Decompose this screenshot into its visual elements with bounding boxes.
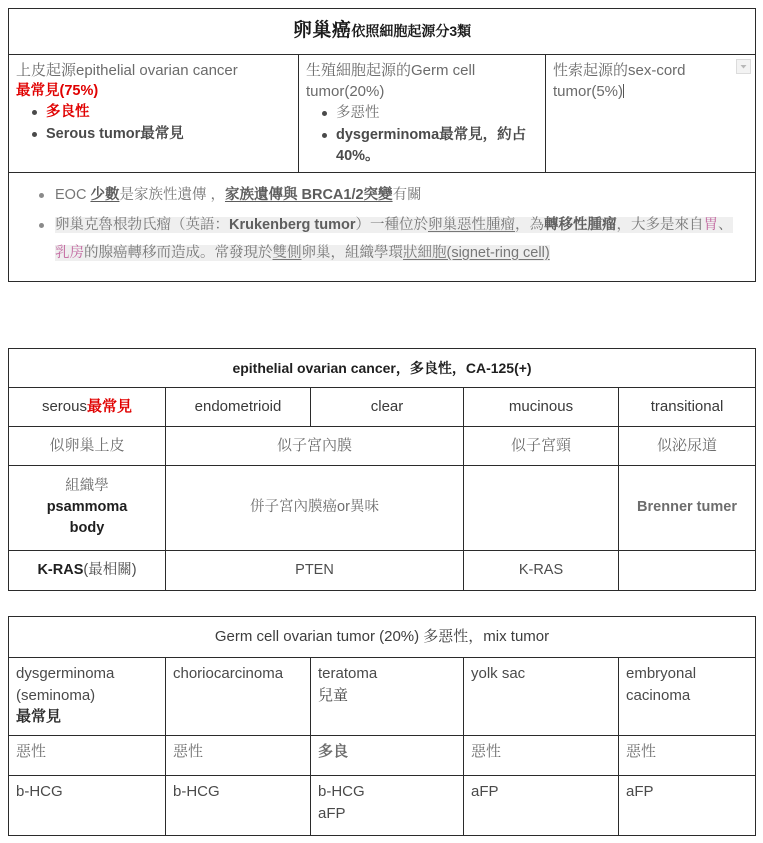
list-item: 多良性 (46, 102, 291, 123)
eoc-histology-serous-line1: 組織學 (65, 478, 109, 495)
eoc-header-part1: epithelial ovarian cancer (232, 360, 396, 376)
eoc-gene-transitional (619, 550, 756, 590)
note2-part7: ，大多是來自 (616, 217, 704, 234)
table-row (9, 617, 756, 658)
eoc-histology-serous-line2: psammoma (46, 499, 128, 516)
page-title: 卵巢癌 (292, 20, 352, 41)
note1-part2: 少數 (90, 187, 120, 204)
list-item-krukenberg (55, 212, 745, 268)
eoc-gene-serous-note: (最相關) (83, 561, 137, 578)
germ-name-yolk-sac: yolk sac (464, 657, 619, 735)
page-subtitle: 依照細胞起源分3類 (351, 23, 472, 39)
note2-part2: Krukenberg tumor (229, 217, 356, 234)
germ-marker-yolk-sac: aFP (464, 775, 619, 835)
germ-header-cell: Germ cell ovarian tumor (20%) 多惡性，mix tumor (9, 617, 756, 658)
table-row-notes (9, 173, 756, 281)
table-row-origins (9, 54, 756, 173)
eoc-type-endometrioid: endometrioid (166, 388, 311, 427)
list-item: dysgerminoma最常見，約占40%。 (336, 125, 538, 167)
text-caret (623, 84, 624, 98)
germ-name-embryonal-carcinoma (619, 657, 756, 735)
origin-notes-cell (9, 173, 756, 281)
eoc-resemble-serous: 似卵巢上皮 (9, 427, 166, 466)
list-item: Serous tumor最常見 (46, 124, 291, 145)
sexcord-lead-text: 性索起源的sex-cord tumor(5%) (553, 61, 686, 100)
eoc-histology-serous (9, 465, 166, 550)
note2-part11: 的腺癌轉移而造成。常發現於 (84, 244, 273, 261)
eoc-table (8, 348, 756, 591)
note2-part10: 乳房 (55, 244, 84, 261)
origin-table-title-cell (9, 9, 756, 55)
germ-name-teratoma (311, 657, 464, 735)
eoc-histology-endometrioid-clear: 併子宮內膜癌or異味 (166, 465, 464, 550)
germ-behaviour-embryonal: 惡性 (619, 735, 756, 775)
notes-list (19, 182, 745, 267)
list-item-eoc-hereditary (55, 182, 745, 210)
germ-marker-dysgerminoma: b-HCG (9, 775, 166, 835)
germ-name-dysgerminoma (9, 657, 166, 735)
eoc-type-transitional: transitional (619, 388, 756, 427)
note2-part8: 胃 (703, 217, 718, 234)
ovarian-cancer-origin-section (8, 8, 755, 282)
germ-name-dysgerminoma-badge: 最常見 (16, 708, 62, 726)
eoc-type-serous (9, 388, 166, 427)
note2-part12: 雙側 (272, 244, 302, 261)
germ-name-embryonal-line1: embryonal (626, 664, 697, 682)
table-row (9, 657, 756, 735)
eoc-resemble-transitional: 似泌尿道 (619, 427, 756, 466)
germ-name-dysgerminoma-line1: dysgerminoma (16, 664, 115, 682)
origin-cell-sex-cord (546, 54, 756, 173)
note2-part14: 狀細胞(signet-ring cell) (403, 244, 550, 261)
origin-cell-epithelial (9, 54, 299, 173)
table-row (9, 388, 756, 427)
note2-part3: ）一種位於 (355, 217, 428, 234)
germ-behaviour-teratoma: 多良 (311, 735, 464, 775)
note2-part1: 卵巢克魯根勃氏瘤（英語： (55, 217, 229, 234)
table-row (9, 427, 756, 466)
note2-part13: 卵巢，組織學環 (301, 244, 403, 261)
chevron-down-icon[interactable] (736, 59, 751, 74)
eoc-type-serous-name: serous (41, 398, 87, 416)
note2-part9: 、 (718, 217, 733, 234)
table-row-title (9, 9, 756, 55)
eoc-header-part2: ，多良性，CA-125(+) (395, 360, 532, 376)
eoc-type-mucinous: mucinous (464, 388, 619, 427)
origin-cell-germ-cell (299, 54, 546, 173)
germ-marker-teratoma (311, 775, 464, 835)
epithelial-lead: 上皮起源epithelial ovarian cancer (16, 61, 238, 79)
eoc-resemble-endometrioid-clear: 似子宮內膜 (166, 427, 464, 466)
note1-part5: 有關 (392, 187, 422, 204)
table-row (9, 465, 756, 550)
germ-name-dysgerminoma-line2: (seminoma) (16, 686, 96, 704)
epithelial-bullet-list (16, 102, 291, 145)
germ-name-choriocarcinoma: choriocarcinoma (166, 657, 311, 735)
germ-marker-teratoma-line1: b-HCG (318, 782, 365, 800)
eoc-gene-mucinous: K-RAS (464, 550, 619, 590)
eoc-type-clear: clear (311, 388, 464, 427)
table-row (9, 775, 756, 835)
list-item: 多惡性 (336, 103, 538, 124)
germ-marker-choriocarcinoma: b-HCG (166, 775, 311, 835)
germ-name-teratoma-line2: 兒童 (318, 686, 349, 704)
eoc-histology-mucinous (464, 465, 619, 550)
sexcord-lead (553, 60, 748, 103)
eoc-gene-endometrioid-clear: PTEN (166, 550, 464, 590)
table-row (9, 349, 756, 388)
epithelial-lead-red: 最常見(75%) (16, 82, 99, 99)
note1-part1: EOC (55, 187, 91, 204)
note2-part5: ，為 (515, 217, 544, 234)
note2-part4: 卵巢惡性腫瘤 (428, 217, 515, 234)
eoc-section (8, 348, 755, 591)
germ-marker-embryonal: aFP (619, 775, 756, 835)
note1-part3: 是家族性遺傳 ， (119, 187, 225, 204)
eoc-resemble-mucinous: 似子宮頸 (464, 427, 619, 466)
eoc-histology-serous-line3: body (69, 520, 105, 537)
germcell-lead: 生殖細胞起源的Germ cell tumor(20%) (306, 61, 476, 100)
germ-marker-teratoma-line2: aFP (318, 804, 346, 822)
eoc-type-serous-badge: 最常見 (87, 398, 133, 416)
note1-part4: 家族遺傳與 BRCA1/2突變 (224, 187, 393, 204)
germ-behaviour-choriocarcinoma: 惡性 (166, 735, 311, 775)
eoc-gene-serous-name: K-RAS (37, 561, 84, 578)
germ-name-teratoma-line1: teratoma (318, 664, 378, 682)
table-row (9, 735, 756, 775)
note2-part6: 轉移性腫瘤 (544, 217, 617, 234)
germ-cell-section (8, 616, 755, 836)
origin-table (8, 8, 756, 282)
eoc-histology-transitional: Brenner tumer (619, 465, 756, 550)
germ-behaviour-yolk-sac: 惡性 (464, 735, 619, 775)
eoc-header-cell (9, 349, 756, 388)
eoc-gene-serous (9, 550, 166, 590)
table-row (9, 550, 756, 590)
germ-name-embryonal-line2: cacinoma (626, 686, 691, 704)
germ-behaviour-dysgerminoma: 惡性 (9, 735, 166, 775)
germcell-bullet-list (306, 103, 538, 167)
germ-cell-table (8, 616, 756, 836)
